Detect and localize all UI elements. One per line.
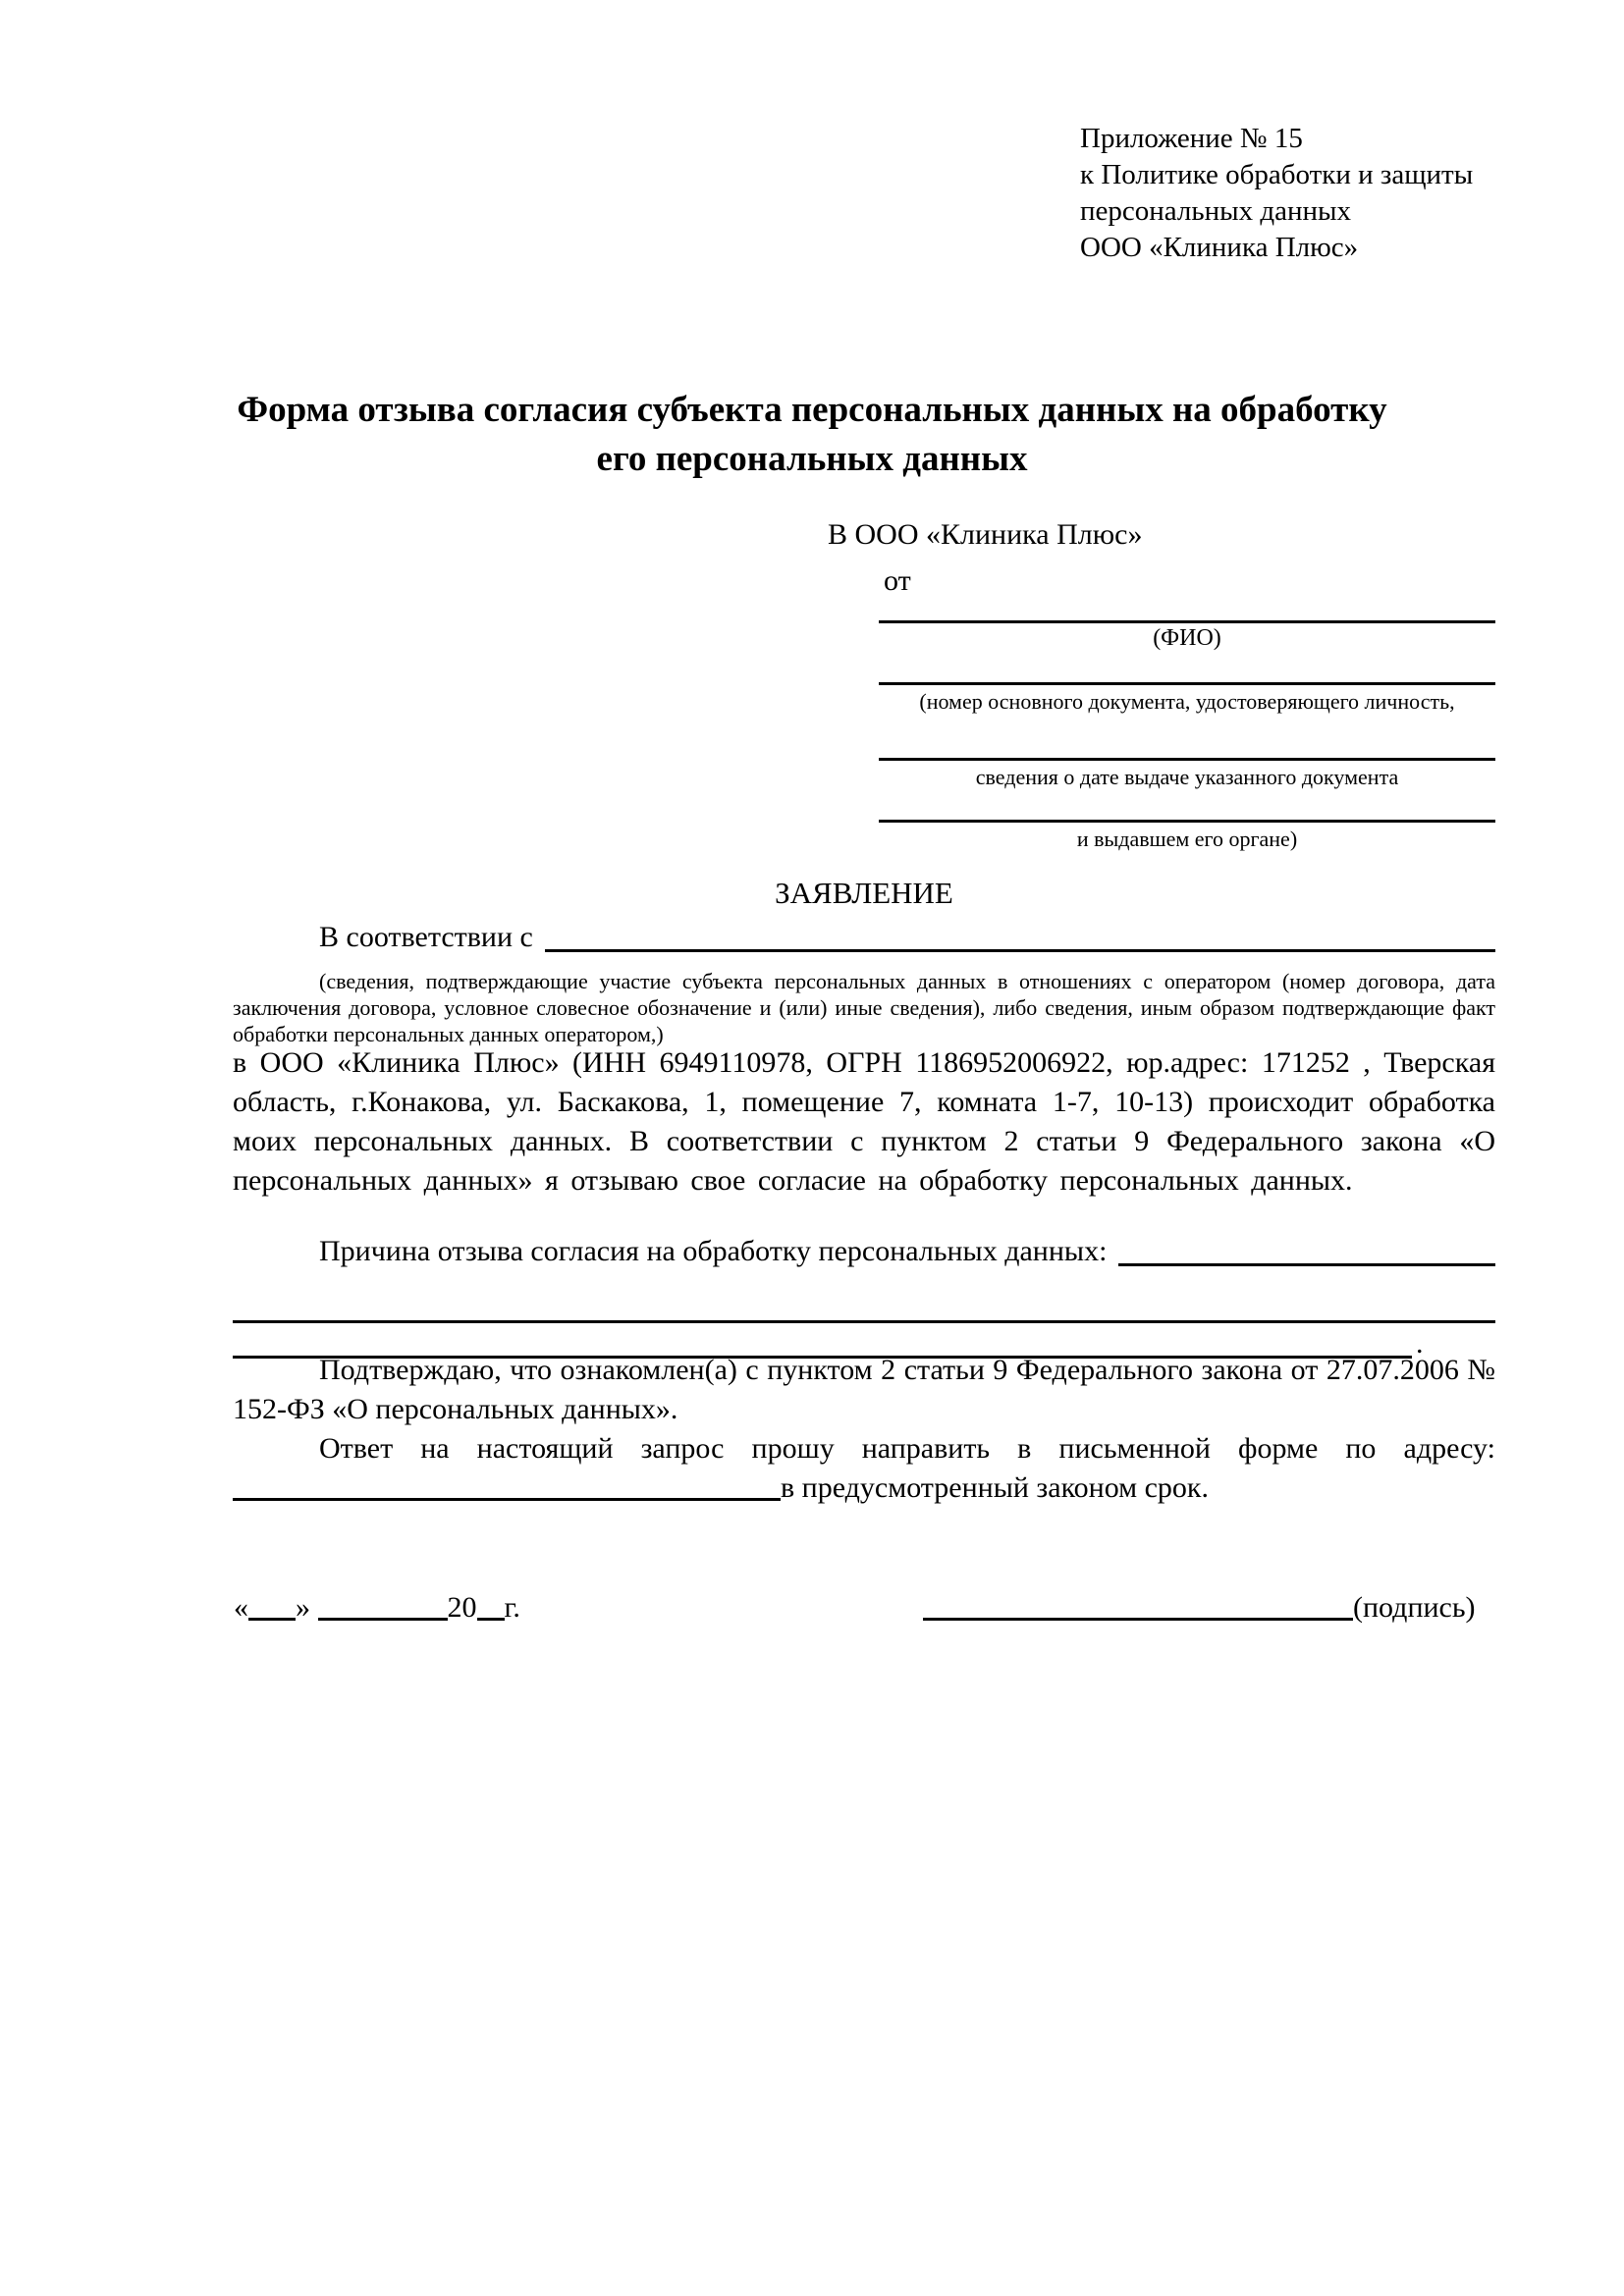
issue-org-blank-line	[879, 820, 1495, 823]
issue-date-caption: сведения о дате выдаче указанного документа	[975, 765, 1399, 789]
reason-line	[233, 1232, 1495, 1271]
confirmation-paragraph: Подтверждаю, что ознакомлен(а) с пунктом 2 статьи 9 Федерального закона от 27.07.2006 № 152-ФЗ «О персональных данных».	[233, 1354, 1495, 1425]
intro-line	[233, 918, 1495, 957]
issue-date-blank-line	[879, 758, 1495, 761]
addressee-from-label: от	[884, 564, 911, 597]
issue-org-caption: и выдавшем его органе)	[1076, 827, 1298, 851]
appendix-note-line: персональных данных	[1080, 195, 1352, 227]
day-blank-line	[248, 1618, 296, 1621]
blank-line-terminator: .	[1416, 1327, 1424, 1360]
fio-blank-line	[879, 620, 1495, 623]
month-blank-line	[318, 1618, 448, 1621]
intro-prefix: В соответствии с	[319, 921, 533, 953]
document-title-line2: его персональных данных	[596, 439, 1028, 479]
reply-paragraph	[233, 1429, 1495, 1508]
reason-blank-line-2	[233, 1320, 1495, 1323]
statement-heading: ЗАЯВЛЕНИЕ	[775, 876, 953, 910]
appendix-note-line: ООО «Клиника Плюс»	[1080, 232, 1359, 263]
signature-blank-line	[923, 1618, 1353, 1621]
reason-label: Причина отзыва согласия на обработку персональных данных:	[319, 1235, 1108, 1267]
statement-footnote: (сведения, подтверждающие участие субъекта персональных данных в отношениях с оператором (номер договора, дата заключения договора, условное словесное обозначение и (или) иные сведения), либо сведения, иным образом подтверждающие факт обработки персональных данных оператором,)	[233, 969, 1495, 1046]
signature-field	[923, 1588, 1476, 1628]
date-open-quote: «	[234, 1591, 248, 1624]
date-close-quote: »	[296, 1591, 310, 1624]
reason-blank-line	[1118, 1232, 1495, 1266]
year-prefix: 20	[447, 1591, 477, 1624]
addressee-to: В ООО «Клиника Плюс»	[828, 518, 1143, 551]
year-blank-line	[477, 1618, 505, 1621]
address-blank-line	[233, 1498, 781, 1501]
document-title	[223, 386, 1401, 484]
document-title-line1: Форма отзыва согласия субъекта персональных данных на обработку	[237, 390, 1387, 430]
doc-number-caption: (номер основного документа, удостоверяющего личность,	[919, 689, 1455, 714]
statement-body: в ООО «Клиника Плюс» (ИНН 6949110978, ОГРН 1186952006922, юр.адрес: 171252 , Тверская область, г.Конакова, ул. Баскакова, 1, помещение 7, комната 1-7, 10-13) происходит обработка моих персональных данных. В соответствии с пунктом 2 статьи 9 Федерального закона «О персональных данных» я отзываю свое согласие на обработку персональных данных.	[233, 1046, 1495, 1197]
year-suffix: г.	[504, 1591, 520, 1624]
intro-blank-line	[545, 918, 1495, 952]
appendix-note-line: Приложение № 15	[1080, 123, 1303, 154]
reply-tail-text: в предусмотренный законом срок.	[781, 1471, 1209, 1504]
signature-caption: (подпись)	[1353, 1591, 1476, 1624]
doc-number-blank-line	[879, 682, 1495, 685]
reply-request-text: Ответ на настоящий запрос прошу направить в письменной форме по адресу:	[319, 1432, 1495, 1465]
fio-caption: (ФИО)	[1153, 625, 1221, 651]
date-field	[234, 1588, 520, 1628]
appendix-note-line: к Политике обработки и защиты	[1080, 159, 1474, 190]
appendix-note	[1080, 121, 1473, 266]
